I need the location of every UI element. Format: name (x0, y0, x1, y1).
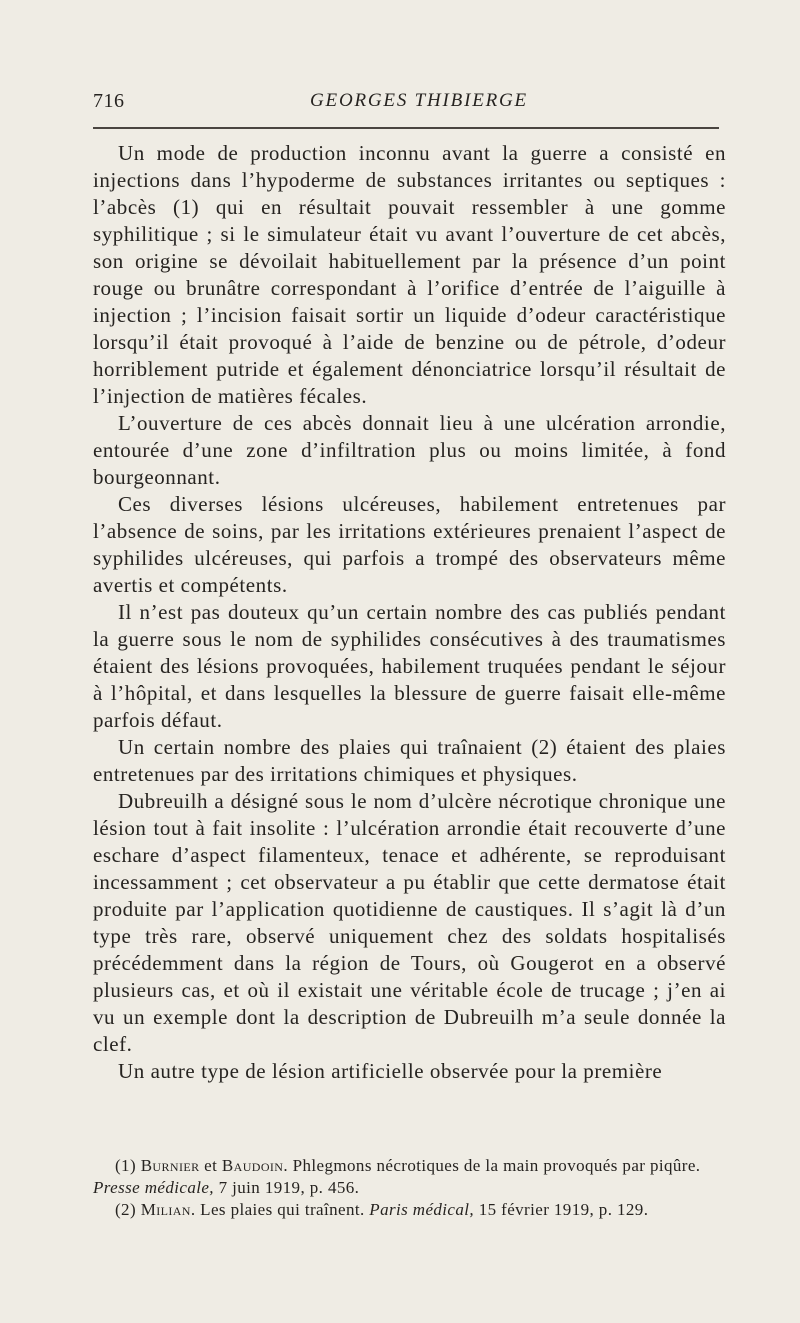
footnote-author: Baudoin. (221, 1156, 289, 1175)
paragraph: Dubreuilh a désigné sous le nom d’ulcère nécrotique chronique une lésion tout à fait insolite : l’ulcération arrondie était recouverte d’une eschare d’aspect filamenteux, tenace et adhérente, se reproduisant incessamment ; cet observateur a pu établir que cette dermatose était produite par l’application quotidienne de caustiques. Il s’agit là d’un type très rare, observé uniquement chez des soldats hospitalisés précédemment dans la région de Tours, où Gougerot en a observé plusieurs cas, et où il existait une véritable école de trucage ; j’en ai vu un exemple dont la description de Dubreuilh m’a seule donnée la clef. (93, 789, 726, 1056)
footnote-marker: (1) (115, 1156, 137, 1175)
footnote-marker: (2) (115, 1200, 137, 1219)
page-number: 716 (93, 90, 125, 112)
paragraph: L’ouverture de ces abcès donnait lieu à une ulcération arrondie, entourée d’une zone d’infiltration plus ou moins limitée, à fond bourgeonnant. (93, 411, 726, 489)
paragraph: Un certain nombre des plaies qui traînaient (2) étaient des plaies entretenues par des irritations chimiques et physiques. (93, 735, 726, 786)
running-title: GEORGES THIBIERGE (310, 90, 528, 111)
footnote-1 (93, 1155, 726, 1199)
paragraph: Ces diverses lésions ulcéreuses, habilement entretenues par l’absence de soins, par les irritations extérieures prenaient l’aspect de syphilides ulcéreuses, qui parfois a trompé des observateurs même avertis et compétents. (93, 492, 726, 597)
footnote-author: Milian. (140, 1200, 196, 1219)
footnote-2 (93, 1199, 726, 1221)
footnote-journal: Presse médicale, (93, 1178, 214, 1197)
footnote-text: Les plaies qui traînent. (200, 1200, 365, 1219)
footnote-citation: 7 juin 1919, p. 456. (218, 1178, 360, 1197)
footnote-citation: 15 février 1919, p. 129. (478, 1200, 649, 1219)
header-rule (93, 127, 719, 129)
footnote-connector: et (204, 1156, 218, 1175)
footnote-author: Burnier (140, 1156, 200, 1175)
paragraph: Il n’est pas douteux qu’un certain nombre des cas publiés pendant la guerre sous le nom de syphilides consécutives à des traumatismes étaient des lésions provoquées, habilement truquées pendant le séjour à l’hôpital, et dans lesquelles la blessure de guerre faisait elle-même parfois défaut. (93, 600, 726, 732)
page-header (93, 86, 719, 120)
footnote-journal: Paris médical, (369, 1200, 475, 1219)
footnotes (93, 1155, 726, 1221)
body-text (93, 140, 726, 1085)
footnote-text: Phlegmons nécrotiques de la main provoqués par piqûre. (292, 1156, 701, 1175)
paragraph: Un autre type de lésion artificielle observée pour la première (118, 1059, 663, 1083)
paragraph: Un mode de production inconnu avant la guerre a consisté en injections dans l’hypoderme de substances irritantes ou septiques : l’abcès (1) qui en résultait pouvait ressembler à une gomme syphilitique ; si le simulateur était vu avant l’ouverture de cet abcès, son origine se dévoilait habituellement par la présence d’un point rouge ou brunâtre correspondant à l’orifice d’entrée de l’aiguille à injection ; l’incision faisait sortir un liquide d’odeur caractéristique lorsqu’il était provoqué à l’aide de benzine ou de pétrole, d’odeur horriblement putride et également dénonciatrice lorsqu’il résultait de l’injection de matières fécales. (93, 141, 726, 408)
